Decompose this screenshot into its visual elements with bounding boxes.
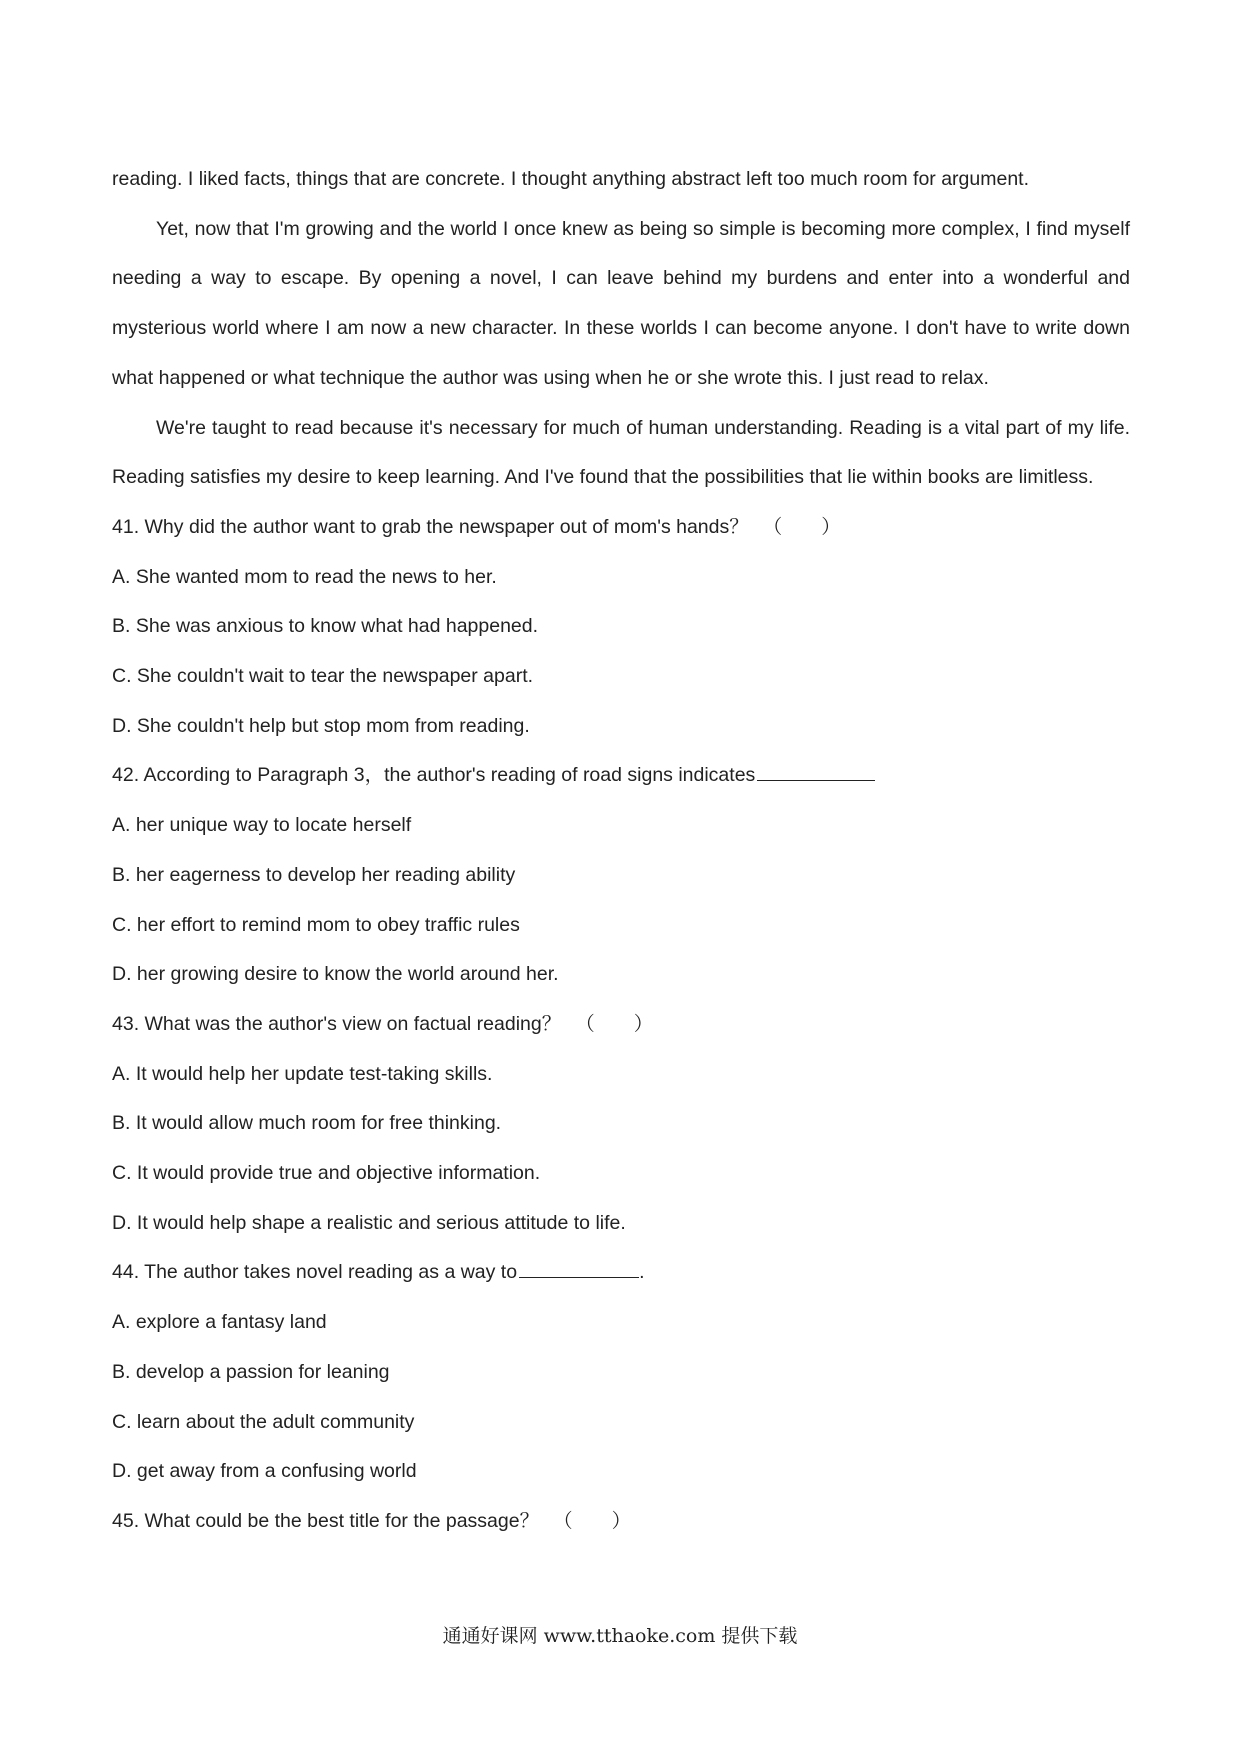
question-43-option-a: A. It would help her update test-taking skills. [112,1062,493,1085]
question-44-stem: 44. The author takes novel reading as a way to [112,1261,518,1284]
question-41-option-b: B. She was anxious to know what had happened. [112,615,539,638]
answer-blank [519,1257,639,1278]
question-41-option-d: D. She couldn't help but stop mom from reading. [112,714,530,737]
answer-parentheses: （ ） [575,1012,654,1035]
question-41-option-c: C. She couldn't wait to tear the newspaper apart. [112,665,534,688]
question-43 [112,1000,1130,1050]
question-43-stem: 43. What was the author's view on factual reading？ [112,1012,562,1035]
question-44-option-b: B. develop a passion for leaning [112,1360,390,1383]
question-43-option-b: B. It would allow much room for free thinking. [112,1112,502,1135]
page-content [112,155,1130,1547]
page-footer: 通通好课网 www.tthaoke.com 提供下载 [442,1625,798,1647]
passage-paragraph-2: Yet, now that I'm growing and the world I once knew as being so simple is becoming more complex, I find myself needing a way to escape. By opening a novel, I can leave behind my burdens and enter into a wonderful and mysterious world where I am now a new character. In these worlds I can become anyone. I don't have to write down what happened or what technique the author was using when he or she wrote this. I just read to relax. [112,217,1130,389]
question-44 [112,1248,1130,1298]
question-44-option-a: A. explore a fantasy land [112,1311,327,1334]
question-42-stem: 42. According to Paragraph 3，the author's reading of road signs indicates [112,764,756,787]
question-44-option-d: D. get away from a confusing world [112,1460,417,1483]
question-42-option-c: C. her effort to remind mom to obey traffic rules [112,913,520,936]
question-44-option-c: C. learn about the adult community [112,1410,415,1433]
answer-parentheses: （ ） [553,1509,632,1532]
question-41-stem: 41. Why did the author want to grab the newspaper out of mom's hands？ [112,515,749,538]
passage-paragraph-1-fragment: reading. I liked facts, things that are concrete. I thought anything abstract left too much room for argument. [112,168,1029,190]
question-41 [112,503,1130,553]
question-41-option-a: A. She wanted mom to read the news to her. [112,565,497,588]
question-42 [112,751,1130,801]
question-42-option-d: D. her growing desire to know the world around her. [112,963,559,986]
question-45-stem: 45. What could be the best title for the passage？ [112,1509,540,1532]
answer-parentheses: （ ） [762,515,841,538]
question-43-option-d: D. It would help shape a realistic and serious attitude to life. [112,1211,626,1234]
answer-blank [757,760,875,781]
question-42-option-b: B. her eagerness to develop her reading ability [112,863,516,886]
passage-paragraph-3: We're taught to read because it's necessary for much of human understanding. Reading is a vital part of my life. Reading satisfies my desire to keep learning. And I've found that the possibilities that lie within books are limitless. [112,416,1130,489]
question-44-stem-end: . [639,1261,645,1284]
question-43-option-c: C. It would provide true and objective information. [112,1162,541,1185]
question-42-option-a: A. her unique way to locate herself [112,814,412,837]
question-45 [112,1497,1130,1547]
